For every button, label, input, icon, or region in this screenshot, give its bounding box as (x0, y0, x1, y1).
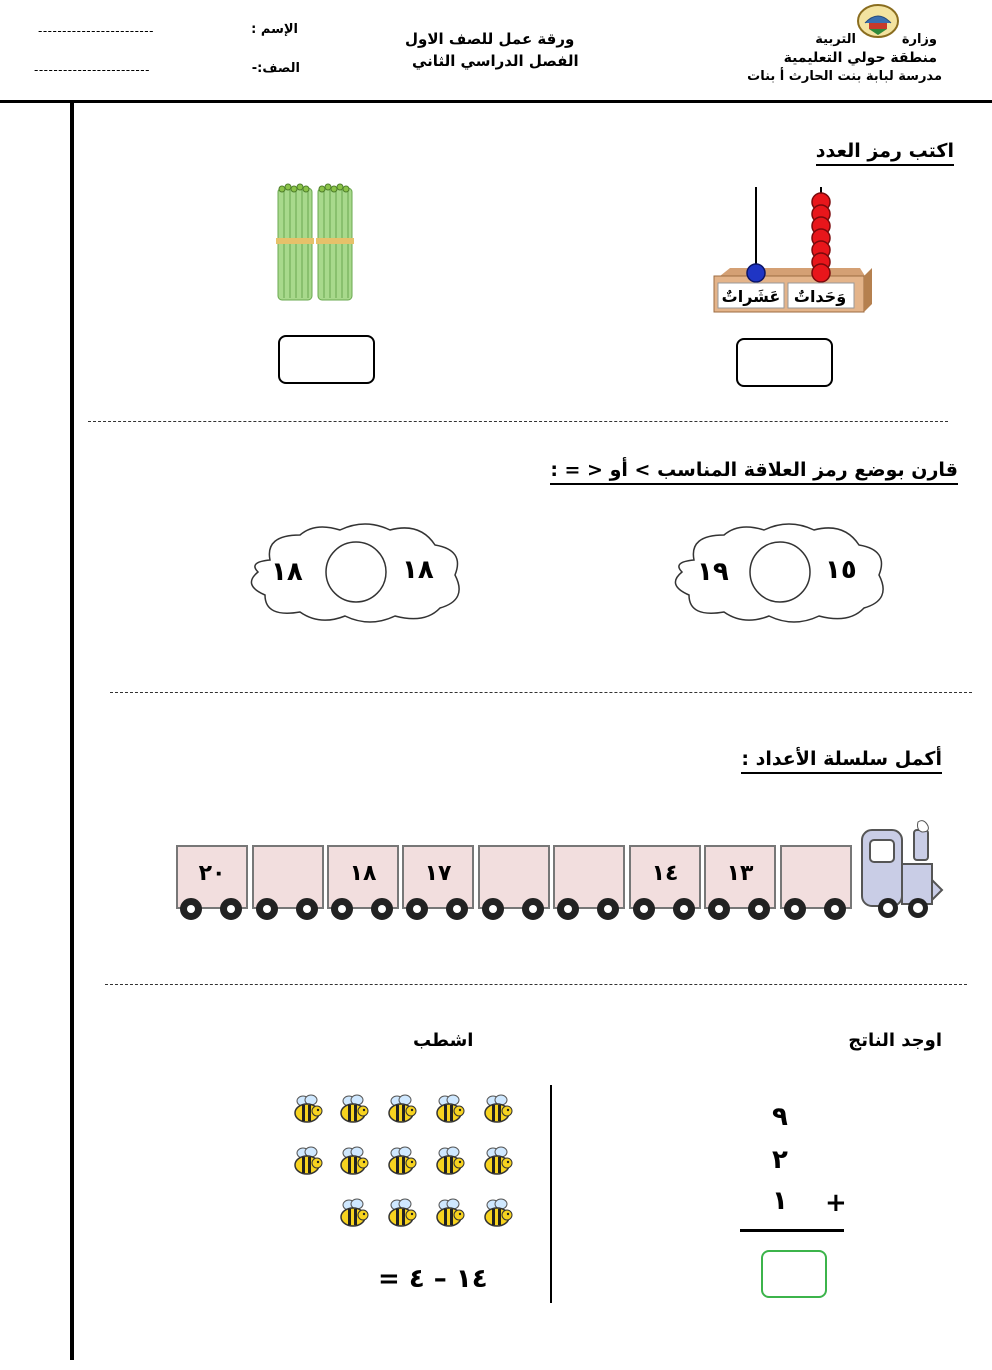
train-wheel (673, 898, 695, 920)
abacus-tens-label: عَشَراتٌ (721, 287, 781, 306)
name-label: الإسم : (251, 22, 298, 37)
train-wheel (371, 898, 393, 920)
train-car-number: ١٧ (424, 861, 452, 886)
bee-icon[interactable] (336, 1197, 370, 1233)
train-wheel (708, 898, 730, 920)
bee-icon[interactable] (290, 1093, 324, 1129)
train-wheel (446, 898, 468, 920)
answer-box-bundles[interactable] (278, 335, 375, 384)
section2-title: قارن بوضع رمز العلاقة المناسب > أو < = : (550, 459, 958, 485)
train-wheel (522, 898, 544, 920)
section4-left-title: اشطب (413, 1030, 474, 1051)
train-car-number: ١٨ (349, 861, 377, 886)
train-car-number: ٢٠ (198, 861, 226, 886)
bee-icon[interactable] (480, 1093, 514, 1129)
train-wheel (784, 898, 806, 920)
train-engine (852, 820, 944, 920)
bee-icon[interactable] (290, 1145, 324, 1181)
bee-icon[interactable] (432, 1197, 466, 1233)
train-wheel (256, 898, 278, 920)
subtraction-equation: ١٤ – ٤ = (378, 1264, 488, 1294)
name-dashes: ------------------------ (38, 24, 154, 38)
ministry-logo (855, 3, 901, 39)
addend-2: ٢ (772, 1145, 788, 1175)
worksheet-title: ورقة عمل للصف الاول (405, 30, 575, 48)
addend-3: ١ (772, 1186, 788, 1216)
section1-title: اكتب رمز العدد (816, 140, 954, 166)
margin-rule (70, 102, 74, 1360)
divider-3 (105, 984, 967, 985)
bee-icon[interactable] (384, 1197, 418, 1233)
school-name: مدرسة لبابة بنت الحارث أ بنات (747, 69, 942, 84)
bee-icon[interactable] (336, 1093, 370, 1129)
bee-icon[interactable] (480, 1145, 514, 1181)
train-wheel (220, 898, 242, 920)
cloud-right-num-a: ١٥ (825, 555, 857, 585)
train-car-number: ١٤ (651, 861, 679, 886)
cloud-left-num-a: ١٨ (402, 555, 434, 585)
vertical-divider (550, 1085, 552, 1303)
train-wheel (482, 898, 504, 920)
train-wheel (824, 898, 846, 920)
train-wheel (633, 898, 655, 920)
train-wheel (748, 898, 770, 920)
divider-1 (88, 421, 948, 422)
addend-1: ٩ (772, 1102, 788, 1132)
section4-right-title: اوجد الناتج (848, 1030, 942, 1051)
cloud-left-num-b: ١٨ (271, 557, 303, 587)
abacus-ones-label: وَحَداتٌ (793, 287, 847, 306)
train-wheel (406, 898, 428, 920)
answer-box-abacus[interactable] (736, 338, 833, 387)
sum-rule (740, 1229, 844, 1232)
divider-2 (110, 692, 972, 693)
bee-icon[interactable] (432, 1145, 466, 1181)
plus-sign: + (825, 1188, 847, 1218)
train-wheel (597, 898, 619, 920)
train-wheel (331, 898, 353, 920)
train-car-number: ١٣ (726, 861, 754, 886)
section3-title: أكمل سلسلة الأعداد : (741, 748, 942, 774)
bee-icon[interactable] (336, 1145, 370, 1181)
stick-bundles (268, 180, 378, 305)
cloud-right-num-b: ١٩ (697, 557, 729, 587)
bee-icon[interactable] (432, 1093, 466, 1129)
train-wheel (296, 898, 318, 920)
bee-icon[interactable] (480, 1197, 514, 1233)
header-rule (0, 100, 992, 103)
ministry-line1: وزارة (901, 32, 937, 47)
semester-title: الفصل الدراسي الثاني (412, 52, 579, 70)
train-wheel (557, 898, 579, 920)
district-name: منطقة حولي التعليمية (783, 50, 937, 66)
sum-answer-box[interactable] (761, 1250, 827, 1298)
ministry-line2: التربية (815, 32, 856, 47)
class-dashes: ------------------------ (34, 63, 150, 77)
bee-icon[interactable] (384, 1093, 418, 1129)
bee-icon[interactable] (384, 1145, 418, 1181)
class-label: الصف:- (251, 61, 300, 76)
train-wheel (180, 898, 202, 920)
